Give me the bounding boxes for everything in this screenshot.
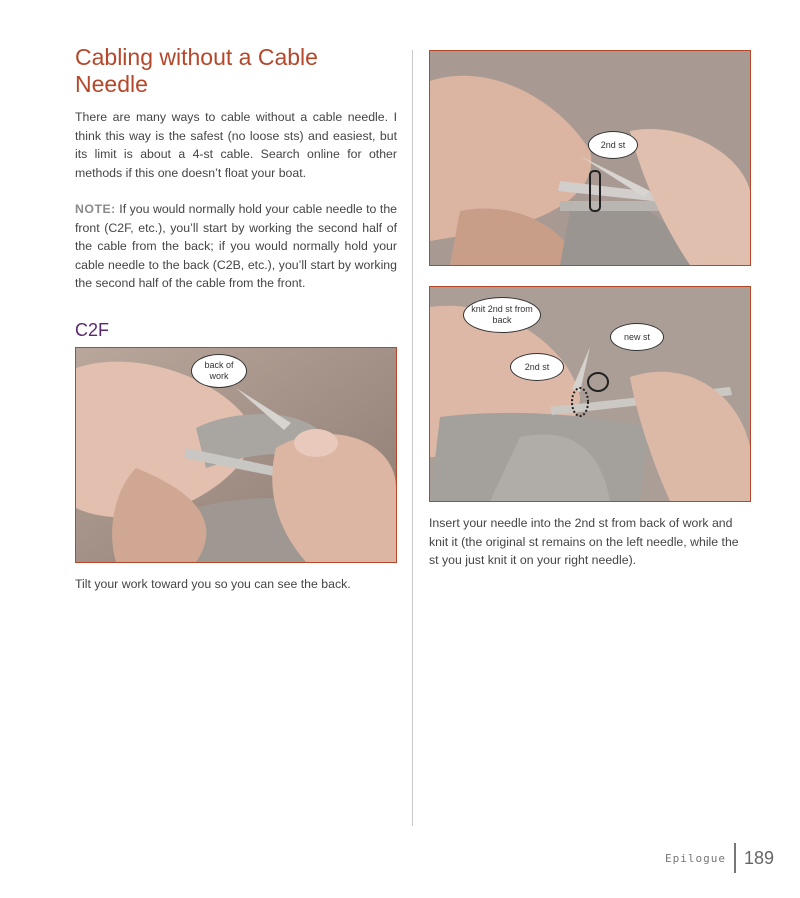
note-text: If you would normally hold your cable needle to the front (C2F, etc.), you’ll start by working the second half of the cable from the back; if you would normally hold your cable needle to the back (C2B, etc.), you’ll start by working the second half of the cable from the front. — [75, 202, 397, 290]
section-title: Cabling without a Cable Needle — [75, 44, 318, 97]
footer-section-name: Epilogue — [664, 851, 726, 865]
left-column — [75, 44, 397, 593]
page-footer — [665, 843, 774, 873]
callout-back-of-work: back of work — [191, 354, 247, 388]
callout-new-st: new st — [610, 323, 664, 351]
note-paragraph — [75, 200, 397, 293]
note-label: NOTE: — [75, 202, 116, 216]
photo1-caption: Tilt your work toward you so you can see the back. — [75, 576, 351, 591]
photo-knit-2nd-st — [429, 286, 751, 502]
photo3-caption: Insert your needle into the 2nd st from back of work and knit it (the original st remains on the left needle, while the st you just knit it on your right needle). — [429, 516, 739, 567]
right-column — [429, 50, 751, 570]
page-number: 189 — [743, 847, 774, 868]
column-divider — [412, 50, 413, 826]
photo-illustration — [430, 51, 750, 265]
callout-knit-2nd-st: knit 2nd st from back — [463, 297, 541, 333]
footer-divider — [734, 843, 736, 873]
photo-back-of-work — [75, 347, 397, 563]
callout-2nd-st: 2nd st — [510, 353, 564, 381]
intro-paragraph: There are many ways to cable without a cable needle. I think this way is the safest (no loose sts) and easiest, but its limit is about a 4-st cable. Search online for other methods if this one doesn’t float your boat. — [75, 110, 397, 180]
photo-2nd-st — [429, 50, 751, 266]
callout-2nd-st-top: 2nd st — [588, 131, 638, 159]
c2f-heading: C2F — [75, 319, 110, 340]
